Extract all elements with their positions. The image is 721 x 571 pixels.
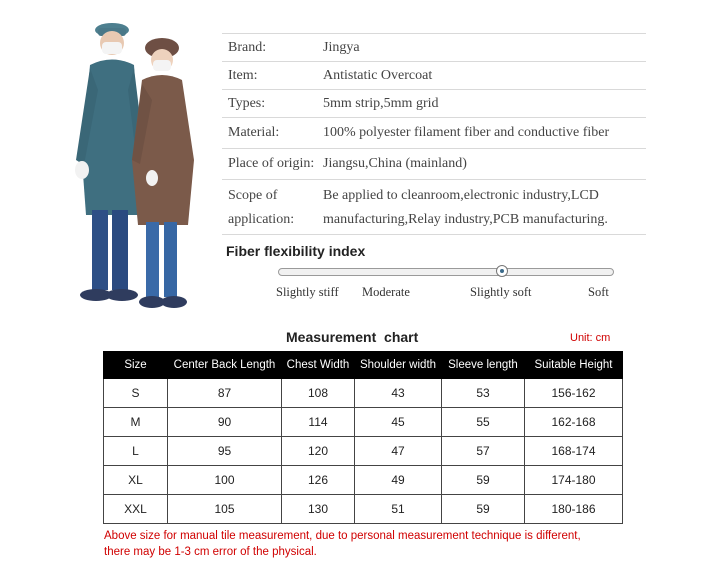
cell-value: 51 bbox=[355, 495, 442, 524]
table-row bbox=[104, 437, 623, 466]
header-sleeve-length: Sleeve length bbox=[442, 352, 525, 379]
cell-value: 156-162 bbox=[525, 379, 623, 408]
cell-size: S bbox=[104, 379, 168, 408]
woman-brown-coat bbox=[132, 38, 194, 308]
spec-value: Jingya bbox=[323, 40, 360, 55]
spec-key: Item: bbox=[228, 68, 258, 83]
cell-value: 130 bbox=[282, 495, 355, 524]
cell-value: 90 bbox=[168, 408, 282, 437]
cell-value: 100 bbox=[168, 466, 282, 495]
flexibility-slider bbox=[278, 268, 614, 276]
header-chest-width: Chest Width bbox=[282, 352, 355, 379]
cell-value: 59 bbox=[442, 466, 525, 495]
fiber-flexibility-title: Fiber flexibility index bbox=[226, 243, 366, 259]
spec-key bbox=[222, 184, 323, 234]
flex-label-slightly-stiff: Slightly stiff bbox=[276, 285, 339, 299]
note-line1: Above size for manual tile measurement, due to personal measurement technique is different, bbox=[104, 530, 581, 542]
cell-value: 180-186 bbox=[525, 495, 623, 524]
cell-size: M bbox=[104, 408, 168, 437]
spec-row-origin bbox=[222, 148, 646, 179]
spec-key: Material: bbox=[228, 125, 280, 140]
spec-row-item bbox=[222, 61, 646, 89]
spec-value-line1: Be applied to cleanroom,electronic industry,LCD bbox=[323, 188, 599, 203]
table-row bbox=[104, 466, 623, 495]
cell-value: 87 bbox=[168, 379, 282, 408]
header-center-back-length: Center Back Length bbox=[168, 352, 282, 379]
spec-key: Types: bbox=[228, 96, 266, 111]
spec-key: Brand: bbox=[228, 40, 267, 55]
table-row bbox=[104, 379, 623, 408]
cell-value: 45 bbox=[355, 408, 442, 437]
cell-value: 174-180 bbox=[525, 466, 623, 495]
spec-row-material bbox=[222, 117, 646, 148]
spec-value: 5mm strip,5mm grid bbox=[323, 96, 439, 111]
cell-value: 57 bbox=[442, 437, 525, 466]
flex-label-moderate: Moderate bbox=[362, 285, 410, 299]
cell-value: 55 bbox=[442, 408, 525, 437]
cell-value: 49 bbox=[355, 466, 442, 495]
spec-row-types bbox=[222, 89, 646, 117]
cell-value: 47 bbox=[355, 437, 442, 466]
note-line2: there may be 1-3 cm error of the physical. bbox=[104, 546, 317, 558]
cell-size: XL bbox=[104, 466, 168, 495]
spec-value-line2: manufacturing,Relay industry,PCB manufacturing. bbox=[323, 212, 608, 227]
cell-value: 162-168 bbox=[525, 408, 623, 437]
cell-value: 43 bbox=[355, 379, 442, 408]
spec-key-line1: Scope of bbox=[228, 188, 278, 203]
header-suitable-height: Suitable Height bbox=[525, 352, 623, 379]
product-photo bbox=[70, 10, 220, 315]
cell-value: 126 bbox=[282, 466, 355, 495]
cell-value: 59 bbox=[442, 495, 525, 524]
cell-value: 168-174 bbox=[525, 437, 623, 466]
spec-value: Jiangsu,China (mainland) bbox=[323, 156, 467, 171]
cell-value: 114 bbox=[282, 408, 355, 437]
spec-table bbox=[222, 33, 646, 235]
cell-value: 95 bbox=[168, 437, 282, 466]
flexibility-slider-knob bbox=[496, 265, 508, 277]
spec-value: Antistatic Overcoat bbox=[323, 68, 433, 83]
table-row bbox=[104, 408, 623, 437]
cell-size: L bbox=[104, 437, 168, 466]
header-shoulder-width: Shoulder width bbox=[355, 352, 442, 379]
spec-key: Place of origin: bbox=[228, 156, 315, 171]
measurement-chart-title: Measurement chart bbox=[286, 329, 419, 345]
table-header-row bbox=[104, 352, 623, 379]
header-size: Size bbox=[104, 352, 168, 379]
flex-label-slightly-soft: Slightly soft bbox=[470, 285, 532, 299]
spec-value bbox=[323, 184, 646, 234]
flex-label-soft: Soft bbox=[588, 285, 609, 299]
measurement-note bbox=[104, 528, 581, 560]
cell-value: 53 bbox=[442, 379, 525, 408]
spec-key-line2: application: bbox=[228, 212, 295, 227]
spec-row-brand bbox=[222, 33, 646, 61]
cell-size: XXL bbox=[104, 495, 168, 524]
cell-value: 105 bbox=[168, 495, 282, 524]
spec-value: 100% polyester filament fiber and conductive fiber bbox=[323, 125, 610, 140]
table-row bbox=[104, 495, 623, 524]
cell-value: 120 bbox=[282, 437, 355, 466]
measurement-table bbox=[103, 351, 623, 524]
spec-row-scope bbox=[222, 179, 646, 235]
unit-label: Unit: cm bbox=[570, 332, 611, 344]
cell-value: 108 bbox=[282, 379, 355, 408]
